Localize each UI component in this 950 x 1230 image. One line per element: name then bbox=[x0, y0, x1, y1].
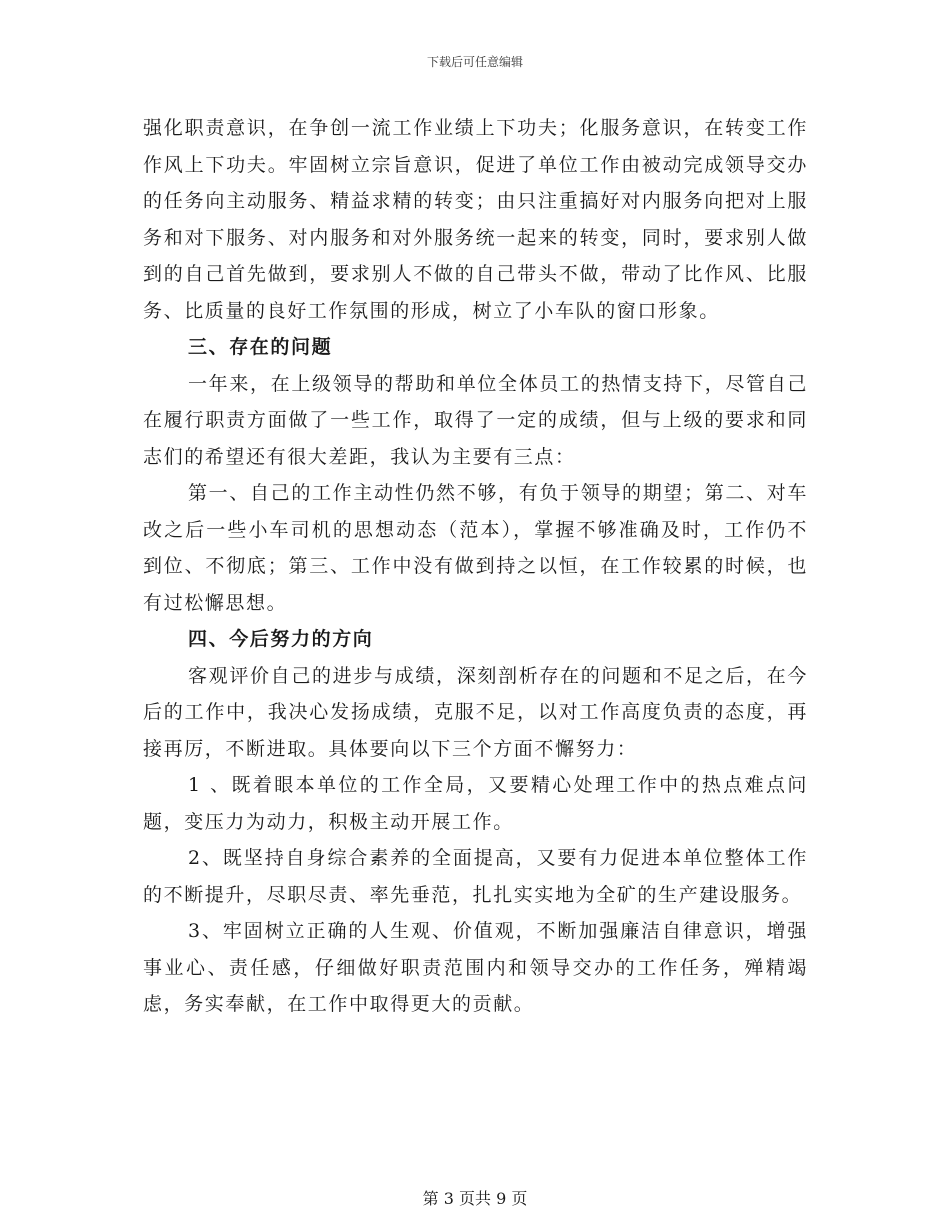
paragraph-problems-intro: 一年来，在上级领导的帮助和单位全体员工的热情支持下，尽管自己在履行职责方面做了一些工作，取得了一定的成绩，但与上级的要求和同志们的希望还有很大差距，我认为主要有三点： bbox=[143, 372, 808, 468]
document-body bbox=[143, 110, 808, 1023]
page-number-footer: 第 3 页共 9 页 bbox=[422, 1189, 528, 1208]
paragraph-problems-list: 第一、自己的工作主动性仍然不够，有负于领导的期望；第二、对车改之后一些小车司机的思想动态（范本），掌握不够准确及时，工作仍不到位、不彻底；第三、工作中没有做到持之以恒，在工作较累的时候，也有过松懈思想。 bbox=[143, 482, 808, 614]
paragraph-direction-item-3: 3、牢固树立正确的人生观、价值观，不断加强廉洁自律意识，增强事业心、责任感，仔细做好职责范围内和领导交办的工作任务，殚精竭虑，务实奉献，在工作中取得更大的贡献。 bbox=[143, 920, 808, 1015]
paragraph-duty-awareness: 强化职责意识，在争创一流工作业绩上下功夫；化服务意识，在转变工作作风上下功夫。牢固树立宗旨意识，促进了单位工作由被动完成领导交办的任务向主动服务、精益求精的转变；由只注重搞好对内服务向把对上服务和对下服务、对内服务和对外服务统一起来的转变，同时，要求别人做到的自己首先做到，要求别人不做的自己带头不做，带动了比作风、比服务、比质量的良好工作氛围的形成，树立了小车队的窗口形象。 bbox=[143, 117, 808, 322]
section-heading-direction: 四、今后努力的方向 bbox=[188, 628, 374, 650]
paragraph-direction-item-1: 1 、既着眼本单位的工作全局，又要精心处理工作中的热点难点问题，变压力为动力，积极主动开展工作。 bbox=[143, 774, 808, 833]
page-header: 下载后可任意编辑 bbox=[426, 55, 523, 69]
paragraph-direction-intro: 客观评价自己的进步与成绩，深刻剖析存在的问题和不足之后，在今后的工作中，我决心发扬成绩，克服不足，以对工作高度负责的态度，再接再厉，不断进取。具体要向以下三个方面不懈努力： bbox=[143, 664, 808, 760]
paragraph-direction-item-2: 2、既坚持自身综合素养的全面提高，又要有力促进本单位整体工作的不断提升，尽职尽责、率先垂范，扎扎实实地为全矿的生产建设服务。 bbox=[143, 847, 808, 906]
section-heading-problems: 三、存在的问题 bbox=[188, 336, 333, 358]
